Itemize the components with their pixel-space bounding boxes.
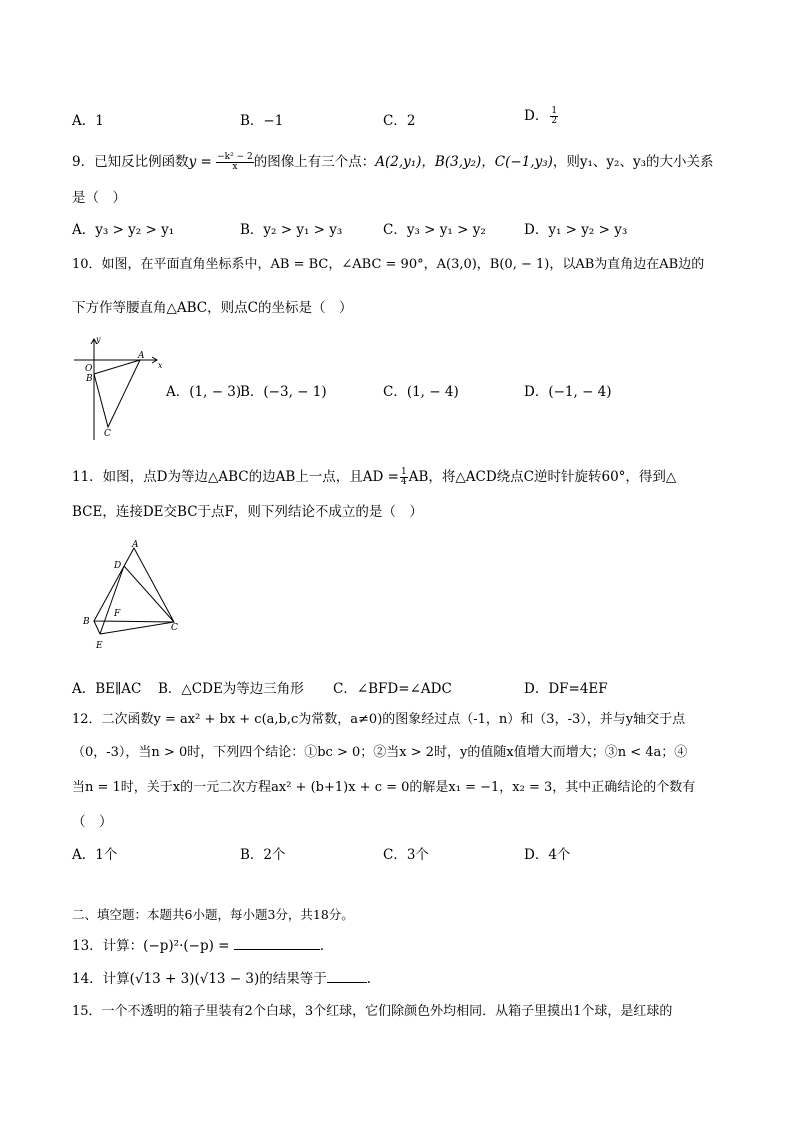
q14-text: 14．计算(√13 + 3)(√13 − 3)的结果等于 [72, 971, 327, 987]
label-c: C [104, 429, 111, 439]
q8-option-c: C．2 [383, 113, 416, 129]
q11-fraction [400, 468, 408, 487]
q12-option-a: A．1个 [72, 847, 118, 863]
q14-period: . [366, 971, 372, 987]
q9-fn-lhs: y = [188, 154, 217, 170]
question-14 [72, 967, 371, 987]
q9-option-c: C．y₃ > y₁ > y₂ [383, 222, 486, 238]
q9-option-b: B．y₂ > y₁ > y₃ [240, 222, 343, 238]
q10-figure [72, 332, 167, 444]
q10-option-d: D．(−1, − 4) [524, 384, 612, 400]
label-a: A [132, 540, 139, 550]
frac-num: 1 [400, 467, 407, 477]
triangle-abc [94, 360, 140, 427]
frac-den: 4 [400, 477, 407, 487]
q9-fraction [216, 153, 254, 172]
q13-answer-blank[interactable] [234, 949, 320, 950]
q8-option-d-fraction [550, 107, 558, 126]
q13-text: 13．计算：(−p)²·(−p) = [72, 938, 230, 954]
question-12-line3: 当n = 1时，关于x的一元二次方程ax² + (b+1)x + c = 0的解是x₁ = −1，x₂ = 3，其中正确结论的个数有 [72, 780, 696, 795]
label-y: y [96, 335, 101, 344]
q9-option-d: D．y₁ > y₂ > y₃ [524, 222, 628, 238]
q12-option-c: C．3个 [383, 847, 429, 863]
question-12-line1: 12．二次函数y = ax² + bx + c(a,b,c为常数，a≠0)的图象经过点（-1，n）和（3，-3），并与y轴交于点 [72, 712, 686, 727]
q14-answer-blank[interactable] [327, 982, 367, 983]
label-f: F [114, 609, 121, 619]
q11-figure [78, 538, 188, 656]
q11-option-a: A．BE∥AC [72, 681, 142, 697]
question-10-line2: 下方作等腰直角△ABC，则点C的坐标是（ ） [72, 300, 353, 316]
frac-den: x [232, 162, 238, 172]
label-a: A [138, 351, 145, 361]
frac-num: 1 [551, 106, 558, 116]
q11-text-post: AB，将△ACD绕点C逆时针旋转60°，得到△ [408, 469, 677, 485]
label-c: C [171, 623, 178, 633]
question-10-line1: 10．如图，在平面直角坐标系中，AB = BC，∠ABC = 90°，A(3,0)，B(0, − 1)，以AB为直角边在AB边的 [72, 257, 705, 272]
q10-option-b: B．(−3, − 1) [240, 384, 327, 400]
question-15: 15．一个不透明的箱子里装有2个白球，3个红球，它们除颜色外均相同．从箱子里摸出1个球，是红球的 [72, 1004, 673, 1019]
frac-den: 2 [551, 116, 558, 126]
q12-option-d: D．4个 [524, 847, 571, 863]
q9-option-a: A．y₃ > y₂ > y₁ [72, 222, 175, 238]
q8-option-d [524, 104, 558, 126]
label-e: E [96, 641, 103, 651]
q9-text-mid: 的图像上有三个点： [253, 154, 376, 170]
q8-option-d-label: D． [524, 108, 549, 124]
label-o: O [85, 364, 93, 374]
q8-option-b: B．−1 [240, 113, 284, 129]
q11-text-pre: 11．如图，点D为等边△ABC的边AB上一点，且AD = [72, 469, 399, 485]
frac-num: −k² − 2 [217, 152, 253, 162]
segment-dc [124, 566, 174, 622]
question-12-line2: （0，-3），当n > 0时，下列四个结论：①bc > 0；②当x > 2时，y的值随x值增大而增大；③n < 4a；④ [72, 745, 688, 760]
question-12-line4: （ ） [72, 814, 113, 830]
q13-period: . [319, 938, 325, 954]
question-9-line1 [72, 150, 714, 172]
q8-option-a: A．1 [72, 113, 104, 129]
section-2-heading: 二、填空题：本题共6小题，每小题3分，共18分。 [72, 907, 354, 922]
q12-option-b: B．2个 [240, 847, 286, 863]
q11-option-b: B．△CDE为等边三角形 [158, 681, 304, 697]
segment-de [100, 566, 124, 634]
q9-points: A(2,y₁)，B(3,y₂)，C(−1,y₃) [375, 154, 553, 170]
q11-option-d: D．DF=4EF [524, 681, 608, 697]
segment-be [94, 621, 100, 634]
label-x: x [158, 361, 163, 370]
q9-text-post: ，则y₁、y₂、y₃的大小关系 [552, 154, 714, 170]
q9-text-pre: 9．已知反比例函数 [72, 154, 189, 170]
label-b: B [83, 617, 90, 627]
question-13 [72, 934, 324, 954]
question-9-line2: 是（ ） [72, 190, 126, 206]
triangle-abc [94, 548, 174, 622]
label-d: D [114, 561, 122, 571]
question-11-line2: BCE，连接DE交BC于点F，则下列结论不成立的是（ ） [72, 504, 423, 520]
label-b: B [86, 374, 93, 384]
q11-option-c: C．∠BFD=∠ADC [333, 681, 452, 697]
segment-ec [100, 622, 174, 634]
q10-option-c: C．(1, − 4) [383, 384, 459, 400]
question-11-line1 [72, 465, 676, 487]
q10-option-a: A．(1, − 3) [166, 384, 242, 400]
